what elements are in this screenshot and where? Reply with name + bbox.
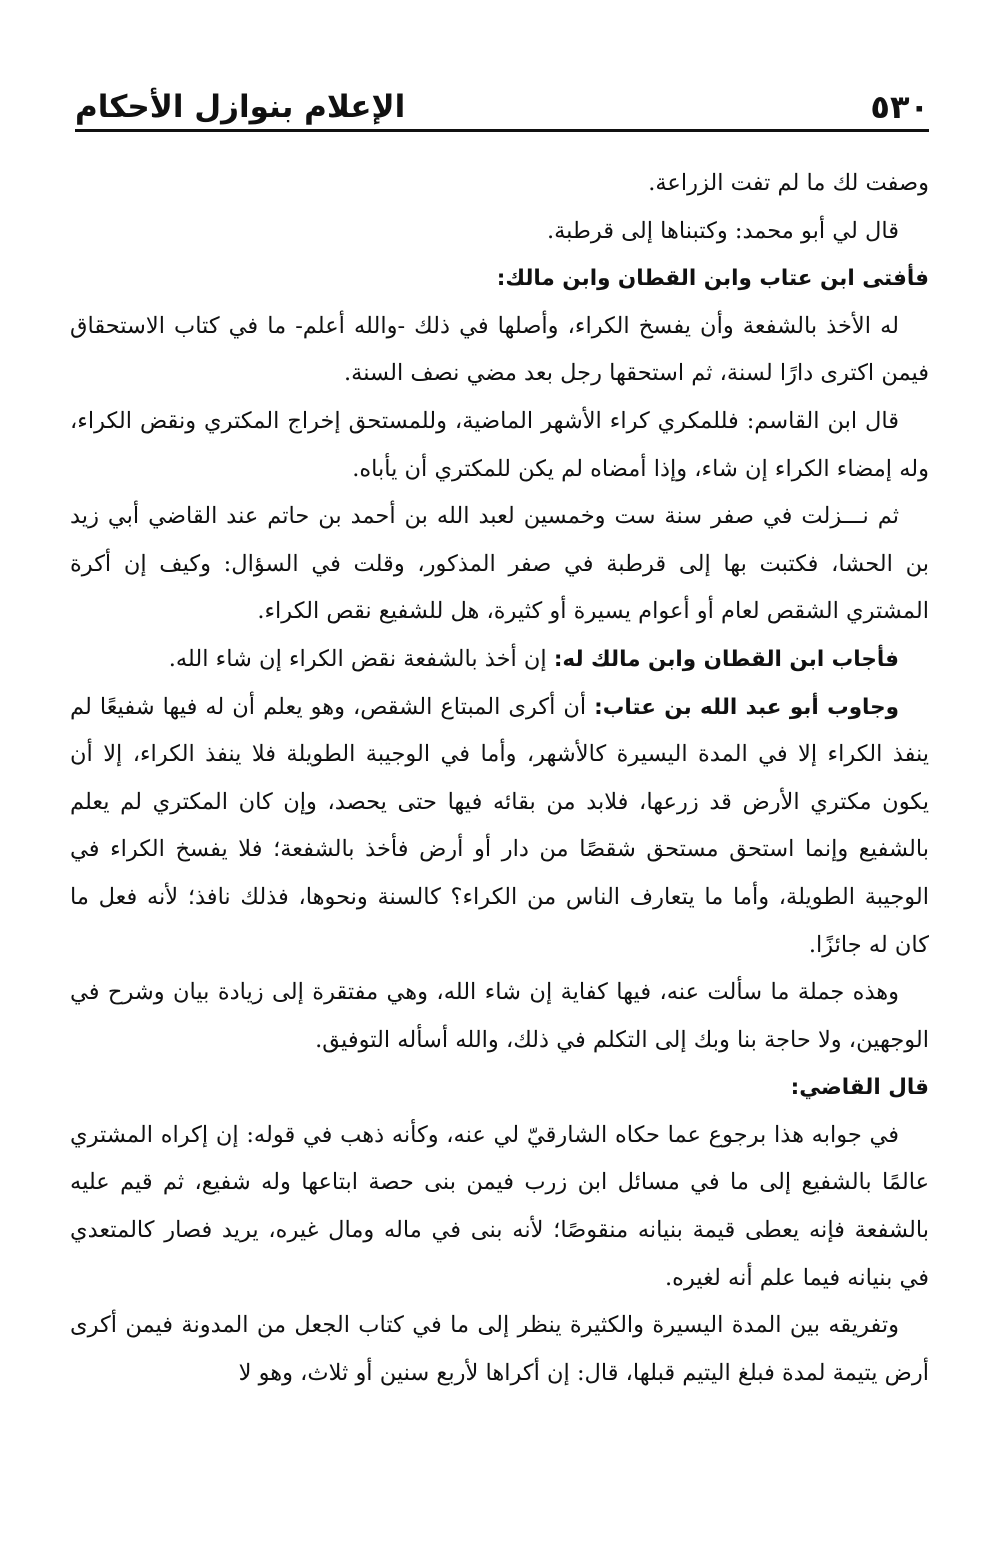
paragraph-6-lead: فأجاب ابن القطان وابن مالك له: — [553, 646, 899, 672]
paragraph-8: وهذه جملة ما سألت عنه، فيها كفاية إن شاء الله، وهي مفتقرة إلى زيادة بيان وشرح في الوجهين، ولا حاجة بنا وبك إلى التكلم في ذلك، والله أسأله التوفيق. — [70, 979, 929, 1053]
section-heading-qadi: قال القاضي: — [790, 1075, 929, 1101]
paragraph-5: ثم نـــزلت في صفر سنة ست وخمسين لعبد الله بن أحمد بن حاتم عند القاضي أبي زيد بن الحشا، فكتبت بها إلى قرطبة في صفر المذكور، وقلت في السؤال: وكيف إن أكرة المشتري الشقص لعام أو أعوام يسيرة أو كثيرة، هل للشفيع نقص الكراء. — [70, 503, 929, 625]
running-title: الإعلام بنوازل الأحكام — [75, 89, 406, 125]
paragraph-7-lead: وجاوب أبو عبد الله بن عتاب: — [594, 694, 899, 720]
page-number: ٥٣٠ — [870, 88, 929, 126]
paragraph-6 — [70, 636, 929, 684]
page-body — [70, 160, 929, 1535]
paragraph-9: في جوابه هذا برجوع عما حكاه الشارقيّ لي عنه، وكأنه ذهب في قوله: إن إكراه المشتري عالمًا بالشفيع إلى ما في مسائل ابن زرب فيمن بنى حصة ابتاعها وله شفيع، ثم قيم عليه بالشفعة فإنه يعطى قيمة بنيانه منقوصًا؛ لأنه بنى في ماله ومال غيره، يريد فصار كالمتعدي في بنيانه فيما علم أنه لغيره. — [70, 1121, 929, 1291]
paragraph-3: له الأخذ بالشفعة وأن يفسخ الكراء، وأصلها في ذلك -والله أعلم- ما في كتاب الاستحقاق فيمن اكترى دارًا لسنة، ثم استحقها رجل بعد مضي نصف السنة. — [70, 312, 929, 387]
paragraph-4: قال ابن القاسم: فللمكري كراء الأشهر الماضية، وللمستحق إخراج المكتري ونقض الكراء، وله إمضاء الكراء إن شاء، وإذا أمضاه لم يكن للمكتري أن يأباه. — [70, 407, 929, 482]
paragraph-6-text: إن أخذ بالشفعة نقض الكراء إن شاء الله. — [168, 645, 554, 672]
page-header — [75, 70, 929, 132]
paragraph-7-text: أن أكرى المبتاع الشقص، وهو يعلم أن له فيها شفيعًا لم ينفذ الكراء إلا في المدة اليسيرة كالأشهر، وأما في الوجيبة الطويلة فلا ينفذ الكراء، إلا أن يكون مكتري الأرض قد زرعها، فلابد من بقائه فيها حتى يحصد، وإن كان المكتري لم يعلم بالشفيع وإنما استحق مستحق شقصًا من دار أو أرض فأخذ بالشفعة؛ فلا يفسخ الكراء في الوجيبة الطويلة، وأما ما يتعارف الناس من الكراء؟ كالسنة ونحوها، فذلك نافذ؛ لأنه فعل ما كان له جائزًا. — [70, 693, 929, 958]
section-heading-fatwa: فأفتى ابن عتاب وابن القطان وابن مالك: — [496, 266, 929, 292]
paragraph-10: وتفريقه بين المدة اليسيرة والكثيرة ينظر إلى ما في كتاب الجعل من المدونة فيمن أكرى أرض يتيمة لمدة فبلغ اليتيم قبلها، قال: إن أكراها لأربع سنين أو ثلاث، وهو لا — [70, 1312, 929, 1386]
paragraph-1: وصفت لك ما لم تفت الزراعة. — [648, 170, 929, 196]
paragraph-2: قال لي أبو محمد: وكتبناها إلى قرطبة. — [546, 217, 899, 244]
paragraph-7 — [70, 684, 929, 970]
